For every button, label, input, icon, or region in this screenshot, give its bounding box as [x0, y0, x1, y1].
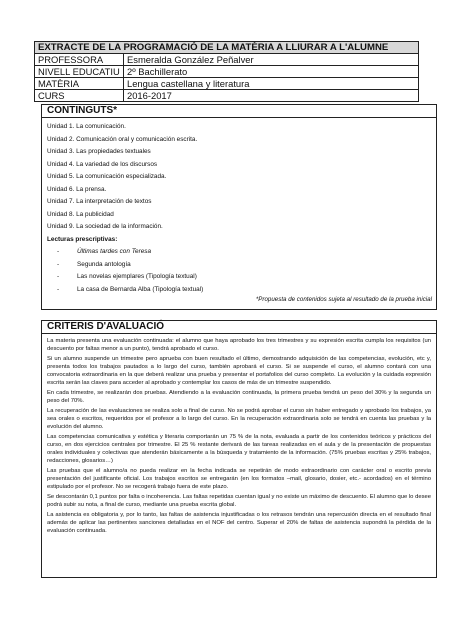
reading-text: La casa de Bernarda Alba (Tipología textual) — [77, 285, 204, 293]
unit-item: Unidad 3. Las propiedades textuales — [47, 148, 151, 155]
unit-item: Unidad 7. La interpretación de textos — [47, 198, 152, 205]
criteria-paragraph: Si un alumno suspende un trimestre pero aprueba con buen resultado el último, demostrando adquisición de las competencias, evolución, etc y, presenta todos los trabajos pautados a lo largo del curso, también aprobará el curso. Si se suspende el curso, el alumno contará con una convocatoria extraordinaria en la que deberá realizar una prueba y presentar el portafolios del curso completo. La evolución y la cuidada expresión escrita serán las claves para acceder al aprobado y contemplar los casos de más de un trimestre suspendido. — [47, 355, 431, 387]
criteria-paragraph: Se descontarán 0,1 puntos por falta o incoherencia. Las faltas repetidas cuentan igual y no existe un máximo de descuento. El alumno que lo desee podrá subir su nota, a final de curso, mediante una prueba escrita global. — [47, 494, 431, 509]
criteria-paragraph: Las competencias comunicativa y estética y literaria comportarán un 75 % de la nota, evaluada a partir de los contenidos teóricos y prácticos del curso, en dos ejercicios centrales por trimestre. El 25 % restante derivará de las tareas realizadas en el aula y de la presentación de propuestas orales individuales y colectivas que atenderán básicamente a la búsqueda y tratamiento de la información. (75% pruebas escritas y 25% trabajos, redacciones, glosarios…) — [47, 433, 431, 465]
unit-item: Unidad 8. La publicidad — [47, 210, 114, 218]
unit-item: Unidad 1. La comunicación. — [47, 123, 126, 130]
subject-label: MATÈRIA — [35, 78, 124, 90]
criteria-paragraph: Las pruebas que el alumno/a no pueda realizar en la fecha indicada se repetirán de modo extraordinario con carácter oral o escrito previa presentación del justificante oficial. Los trabajos escritos se entregarán (en los formatos –mail, glosario, dosier, etc.- acordados) en el término estipulado por el profesor. No se recogerá trabajo fuera de este plazo. — [47, 468, 431, 491]
readings-title: Lecturas prescriptivas: — [47, 235, 118, 243]
course-value: 2016-2017 — [124, 90, 419, 102]
reading-dash: - — [57, 285, 60, 293]
contents-title: CONTINGUTS* — [42, 105, 436, 118]
course-label: CURS — [35, 90, 124, 102]
reading-text: Segunda antología — [77, 260, 131, 268]
reading-dash: - — [57, 260, 60, 268]
contents-body — [42, 118, 436, 296]
criteria-paragraph: La recuperación de las evaluaciones se realiza solo a final de curso. No se podrá aprobar el curso sin haber entregado y aprobado los trabajos, ya sea orales o escritos, requeridos por el profesor a lo largo del curso. En la recuperación extraordinaria solo se tendrá en cuenta las pruebas y la evolución del alumno. — [47, 407, 431, 431]
reading-item — [47, 259, 431, 272]
reading-item — [47, 246, 431, 259]
criteria-body — [42, 334, 436, 535]
document-title: EXTRACTE DE LA PROGRAMACIÓ DE LA MATÈRIA A LLIURAR A L'ALUMNE — [35, 42, 419, 54]
criteria-paragraph: La asistencia es obligatoria y, por lo tanto, las faltas de asistencia injustificadas o los retrasos tendrán una repercusión directa en el resultado final además de aplicar las pertinentes sanciones detalladas en el NOF del centro. Superar el 20% de faltas de asistencia supondrá la pérdida de la evaluación continuada. — [47, 511, 431, 535]
unit-item: Unidad 2. Comunicación oral y comunicación escrita. — [47, 135, 198, 143]
contents-section — [41, 104, 437, 310]
criteria-paragraph: En cada trimestre, se realizarán dos pruebas. Atendiendo a la evaluación continuada, la primera prueba tendrá un peso del 30% y la segunda un peso del 70%. — [47, 390, 431, 405]
header-title-row — [35, 42, 419, 54]
unit-item: Unidad 6. La prensa. — [47, 185, 107, 193]
contents-footnote: *Propuesta de contenidos sujeta al resultado de la prueba inicial — [255, 296, 432, 303]
unit-item: Unidad 5. La comunicación especializada. — [47, 173, 167, 180]
teacher-label: PROFESSORA — [35, 54, 124, 66]
header-row-subject — [35, 78, 419, 90]
reading-text: Las novelas ejemplares (Tipología textual) — [77, 273, 197, 280]
teacher-value: Esmeralda González Peñalver — [124, 54, 419, 66]
reading-dash: - — [57, 273, 60, 280]
header-row-level — [35, 66, 419, 78]
reading-item — [47, 271, 431, 284]
header-row-teacher — [35, 54, 419, 66]
level-value: 2º Bachillerato — [124, 66, 419, 78]
unit-item: Unidad 9. La sociedad de la información. — [47, 223, 163, 230]
header-row-course — [35, 90, 419, 102]
criteria-section — [41, 320, 437, 578]
subject-value: Lengua castellana y literatura — [124, 78, 419, 90]
reading-dash: - — [57, 248, 60, 255]
reading-text: Últimas tardes con Teresa — [77, 248, 151, 255]
header-table — [34, 41, 419, 102]
criteria-title: CRITERIS D'AVALUACIÓ — [42, 321, 436, 334]
criteria-paragraph: La materia presenta una evaluación continuada: el alumno que haya aprobado los tres trimestres y su expresión escrita cumpla los requisitos (un descuento por faltas menor a un punto), tendrá aprobado el curso. — [47, 338, 431, 353]
reading-item — [47, 284, 431, 297]
unit-item: Unidad 4. La variedad de los discursos — [47, 160, 158, 168]
level-label: NIVELL EDUCATIU — [35, 66, 124, 78]
